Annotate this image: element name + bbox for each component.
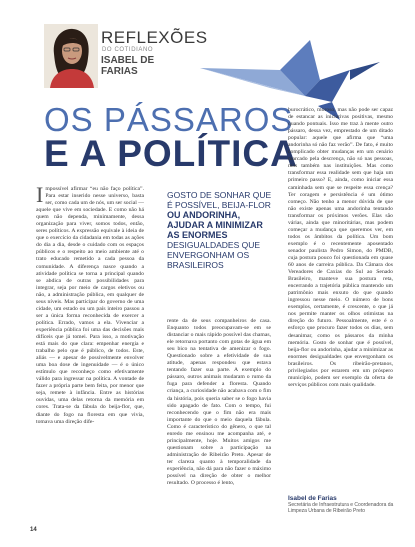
body-column-1 (36, 186, 144, 542)
author-photo-icon (44, 24, 98, 88)
signature-name: Isabel de Farias (288, 495, 337, 502)
body-column-1-text: mpossível afirmar “eu não faço política”. Para estar inserido nesse universo, basta ser, como cada um de nós, um ser social — aquele que vive em sociedade. E como não há quem não dependa, minimamente, dessa organização para viver, somos todos, então, seres políticos. A expressão equivale à ideia de que o exercício da cidadania em todas as ações do dia a dia, desde o cuidado com os espaços públicos e o respeito ao meio ambiente até o trato educado remetido a cada pessoa da comunidade. A diferença nasce quando a atividade política se torna a principal quando se abdica de outras possibilidades para integrar, seja por meio de cargos eletivos ou não, a administração pública, em qualquer de seus níveis. Mas participar do governo de uma cidade, um estado ou um país inteiro passou a ser a única forma reconhecida de exercer a política. Errado, vamos a ela. Vivenciar a experiência pública foi uma das decisões mais difíceis que já tomei. Para isso, a motivação está mais do que clara: empenhar energia e trabalho pelo que é público, de todos. Este, aliás — e apesar de possivelmente envolver uma boa dose de ingenuidade — é o único estímulo que reconheço como efetivamente válido para ingressar na política. A vontade de fazer a própria parte bem feita, por menor que seja, remete à infância. Entre as histórias ouvidas, uma delas retorna da memória em cores. Trata-se da fábula do beija-flor, que, diante do fogo na floresta em que vivia, tomava uma direção dife- (36, 186, 144, 425)
body-column-2-text: rente da de seus companheiros de casa. Enquanto todos preocupavam-se em se distanciar o mais rápido possível das chamas, ele retornava portanto com gotas de água em seu bico na tentativa de amenizar o fogo. Questionado sobre a efetividade de sua atitude, apenas respondeu que estava tentando fazer sua parte. A exemplo do pássaro, outros animais mudaram o rumo da fuga para defender a floresta. Quando criança, a curiosidade não acabava com o fim da história, pois queria saber se o fogo havia sido apagado de fato. Com o tempo, fui reconhecendo que o fim não era mais importante do que o meio daquela fábula. Como é característico do gênero, o que tal enredo me ensinou me acompanha até, e principalmente, hoje. Muitos amigos me questionam sobre a participação na administração de Ribeirão Preto. Apesar de ter clareza quanto à temporalidade da experiência, não dá para não fazer o máximo possível na direção de obter o melhor resultado. O processo é lento, (167, 318, 271, 487)
column-subtitle: DO COTIDIANO (102, 47, 154, 53)
page-number: 14 (30, 527, 37, 533)
column-title: REFLEXÕES (101, 28, 208, 47)
author-signature (288, 495, 398, 514)
pull-quote-line2: OU ANDORINHA, AJUDAR A MINIMIZAR AS ENORMES (167, 210, 263, 240)
pull-quote-line1: GOSTO DE SONHAR QUE É POSSÍVEL, BEIJA-FLOR (167, 190, 272, 210)
drop-cap: I (36, 186, 44, 207)
pull-quote-line3: DESIGUALDADES QUE ENVERGONHAM OS BRASILEIROS (167, 240, 261, 270)
body-column-3-text: burocrático, moroso, mas não pode ser capaz de estancar as iniciativas positivas, mesmo quando pontuais. Isso me traz à mente outro pássaro, dessa vez, emprestado de um ditado popular: aquele que afirma que “uma andorinha só não faz verão”. De fato, é muito complicado obter mudanças em um cenário marcado pela descrença, não só nas pessoas, mas também nas instituições. Mas como transformar essa realidade sem que haja um primeiro passo? E, ainda, como iniciar essa caminhada sem que se respeite essa crença? Ter coragem e persistência é um ótimo começo. Não tenho a menor dúvida de que não existe apenas uma andorinha tentando transformar os próximos verões. Elas são várias, ainda que minoritárias, mas podem começar a mudança que queremos ver, em todos os âmbitos da política. Um bom exemplo é o recentemente aposentado senador paulista Pedro Simon, do PMDB, cuja postura pouco foi questionada em quase 60 anos de carreira pública. Da Câmara dos Vereadores de Caxias do Sul ao Senado Brasileiro, manteve sua postura reta, encerrando a trajetória pública mantendo um patrimônio mais enxuto do que quando ingressou nesse meio. O número de bons exemplos, certamente, é crescente, o que já nos permite manter os olhos otimistas na direção do futuro. Pessoalmente, este é o esforço que procuro fazer todos os dias, sem desanimar, como os pássaros da minha memória. Gosto de sonhar que é possível, beija-flor ou andorinha, ajudar a minimizar as enormes desigualdades que envergonham os brasileiros. Os ribeirão-pretanos, privilegiados por estarem em um próspero município, podem ser exemplo da oferta de serviços públicos com mais qualidade. (288, 107, 393, 388)
body-column-2 (167, 318, 271, 540)
pull-quote (167, 190, 277, 270)
signature-role: Secretária de Infraestrutura e Coordenadora da Limpeza Urbana de Ribeirão Preto (288, 502, 394, 514)
article-title-line1: OS PÁSSAROS (44, 101, 294, 138)
article-title-line2: E A POLÍTICA (44, 133, 298, 174)
author-portrait (44, 24, 98, 88)
header-author-name: ISABEL DE FARIAS (101, 55, 155, 77)
body-column-3 (288, 107, 393, 462)
